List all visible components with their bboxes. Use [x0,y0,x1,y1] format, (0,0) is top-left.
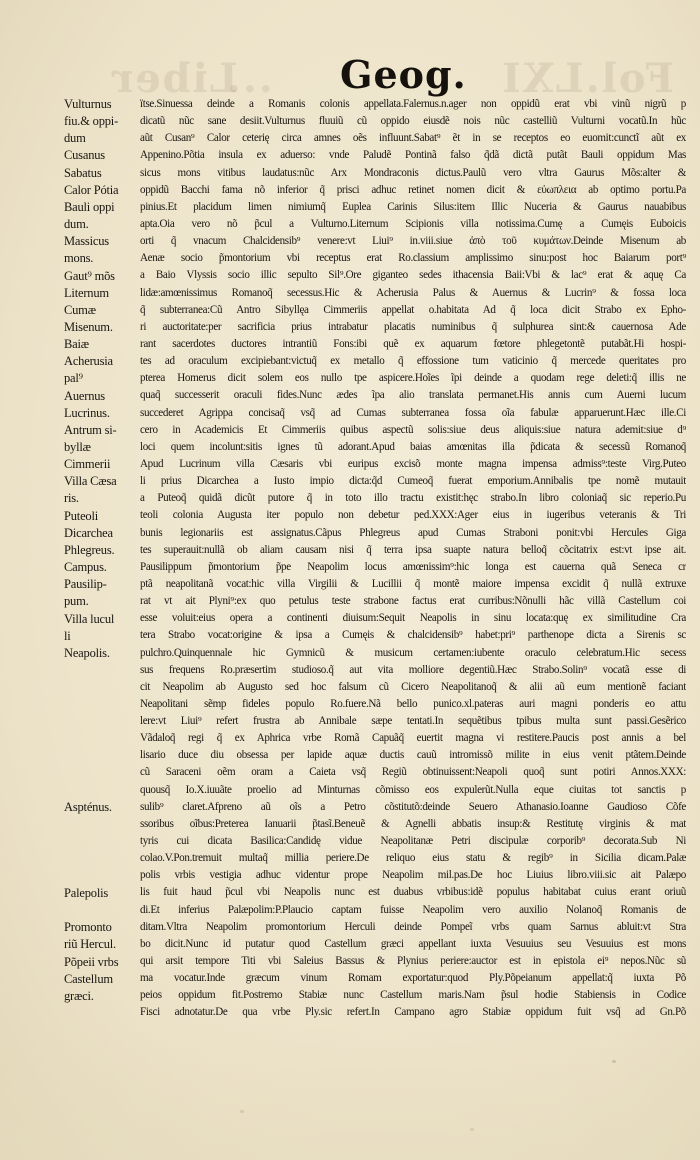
text-line: lisario duce diu obsessa per lapide aquæ ductis cauũ intromissõ milite in eius venit ptãtem.Deinde [140,749,686,762]
margin-note: Cusanus [64,148,105,163]
text-line: rant sacerdotes ductores intrantiũ Fons:ibi quẽ ex aquarum fœtore phlegetontẽ putabãt.Hi hospi- [140,337,686,350]
margin-note: Gaut⁹ mõs [64,268,115,283]
margin-note: Antrum si- byllæ [64,422,117,454]
margin-note: Lucrinus. [64,405,110,420]
text-line: Aenæ socio p̃montorium vbi receptus erat Ro.classium amplissimo sinu:post hoc Baiarum port⁹ [140,252,686,265]
margin-note: Dicarchea [64,525,113,540]
text-line: pterea Homerus dicit solem eos nullo tpe aspicere.Hoĩes ĩpi deinde a quodam rege deleti:q̃ illis ne [140,372,686,385]
text-line: Vãdaloq̃ regi q̃ ex Aphrica vrbe Romã Capuãq̃ euertit magna vi restitere.Paucis post annis a bel [140,732,686,745]
text-line: quousq̃ Io.X.iuuãte proelio ad Minturnas cõmisso eos expulerũt.Nulla eque ciuitas tot sanctis p [140,783,686,796]
margin-note: Baiæ [64,337,89,352]
text-line: cero in Academicis Et Cimmeriis quibus aspectũ solis:siue deus aliquis:siue natura ademit:siue d⁹ [140,423,686,436]
text-line: polis vrbis vestigia adhuc videntur prope Neapolim mil.pas.De hoc Liuius libro.viii.sic ait Palæpo [140,869,686,882]
text-line: cit Neapolim ab Augusto sed hoc falsum cũ Cicero Neapolitanoq̃ & alii aũ eum mentionẽ faciant [140,680,686,693]
margin-note: Cumæ [64,302,96,317]
running-head: Geog. [340,52,467,97]
text-line: teoli colonia Augusta iter populo non debetur ped.XXX:Ager eius in iugeribus veteranis & Tri [140,509,686,522]
text-line: q̃ subterranea:Cũ Antro Sibyllęa Cimmeriis appellat o.habitata Ad q̃ loca dicit Strabo ex Epho- [140,303,686,316]
text-line: apta.Oia vero nõ p̃cul a Vulturno.Liternum Scipionis villa notissima.Cumę a Cumęis Euboicis [140,217,686,230]
text-line: Appenino.Põtia insula ex aduerso: vnde Paludẽ Pontinã falso q̃dã dictã putãt Bauli oppidum Mas [140,149,686,162]
text-line: Fisci adnotatur.De qua vrbe Ply.sic refert.In Campano agro Stabiæ oppidum fuit vsq̃ ad Gn.Põ [140,1006,686,1019]
text-line: ptã neapolitanã vocat:hic villa Virgilii & Lucillii q̃ montẽ maiore impensa excidit q̃ nullã extruxe [140,577,686,590]
text-line: peios oppidum fit.Postremo Stabiæ nunc Castellum maris.Nam p̃sul hodie Stabiensis in Codice [140,989,686,1002]
margin-note: Misenum. [64,319,113,334]
margin-note: Calor Pótia [64,182,119,197]
text-line: pinius.Et placidum limen nimiumq̃ Euplea Carinis Silus:item Illic Nuceria & Gaurus nauabibus [140,200,686,213]
margin-note: Bauli oppi dum. [64,199,115,232]
text-line: ri auctoritate:per sacrificia prius intrabatur placatis numinibus q̃ sulphurea sint:& cauernosa Ade [140,320,686,333]
text-line: lis fuit haud p̃cul vbi Neapolis nunc est duabus vrbibus:idẽ populus habitabat cuius erant oriuũ [140,886,686,899]
margin-note: Cimmerii [64,457,111,472]
text-line: di.Et inferius Palæpolim:P.Plaucio captam fuisse Neapolim vero auxilio Nolanoq̃ Romanis de [140,903,686,916]
text-line: dicatũ nũc sane desiit.Vulturnus fluuiũ cũ oppido eiusdẽ nois nũc castelliũ Vulturni vocatũ.In hũc [140,115,686,128]
text-line: lere:vt Liui⁹ refert frustra ab Annibale sæpe tentati.In sequẽtibus tpibus multa sunt passi.Gesẽrico [140,715,686,728]
margin-note: Acherusia pal⁹ [64,354,113,386]
text-line: Pausilippum p̃montorium p̃pe Neapolim locus amœnissim⁹:hic longa est cauerna quã Seneca cr [140,560,686,573]
text-line: oppidũ Bacchi fama nõ inferior q̃ prisci adhuc retinet nomen dicit & εὐωπλεια ab optimo portu.Pa [140,183,686,196]
body-text [140,96,686,1022]
text-line: orti q̃ vnacum Chalcidensib⁹ venere:vt Liui⁹ in.viii.siue ἀπὸ τοῦ κυμάτων.Deinde Misenum ab [140,235,686,248]
margin-note: Aspténus. [64,800,112,815]
page-bottom-shade [0,1020,700,1160]
margin-note: Promonto riũ Hercul. Põpeii vrbs Castellum græci. [64,920,119,1003]
text-line: bo dicit.Nunc id putatur quod Castellum græci appellant iuxta Vesuuius seu Vesuuius est mons [140,937,686,950]
text-line: tes superauit:nullã ob aliam causam nisi q̃ terra ipsa suapte natura belloq̃ cõcitatrix est:vt ipse ait. [140,543,686,556]
text-line: sus frequens Ro.præsertim studioso.q̃ aut vita molliore degentiũ.Hæc Strabo.Solin⁹ vocatã esse di [140,663,686,676]
margin-note: Sabatus [64,165,102,180]
text-line: aũt Cusan⁹ Calor ceterię circa amnes oẽs influunt.Sabat⁹ ẽt in se receptos eo euomit:cunctĩ aũt ex [140,132,686,145]
margin-note: Villa lucul li [64,611,115,643]
text-line: esse voluit:eius opera a continenti diuisum:Sequit Neapolis in sinu locata:quę ex similitudine Cra [140,612,686,625]
text-line: lidæ:amœnissimus Romanoq̃ secessus.Hic & Acherusia Palus & Auernus & Lucrin⁹ & fossa loca [140,286,686,299]
text-line: Apud Lucrinum villa Cæsaris vbi euripus excisõ monte magna impensa admiss⁹:teste Virg.Puteo [140,457,686,470]
text-line: ïtse.Sinuessa deinde a Romanis colonis appellata.Falernus.n.ager non oppidũ erat vbi vinũ nigrũ p [140,98,686,110]
text-line: bunis legionariis est assignatus.Cãpus Phlegreus apud Cumas Straboni ponit:vbi Hercules Giga [140,526,686,539]
text-line: qui arsit tempore Titi vbi Saleius Bassus & Plynius periere:auctor est in epistola ei⁹ nepos.Nũc sũ [140,955,686,968]
margin-note: Pausilip- pum. [64,577,107,609]
margin-note: Vulturnus fiu.& oppi- dum [64,97,119,146]
text-line: sulib⁹ claret.Afpreno aũ oĩs a Petro cõstitutõ:deinde Seuero Athanasio.Ioanne Gaudioso Cõfe [140,800,686,813]
text-line: ssoribus oĩbus:Preterea Ianuarii p̃tasĩ.Beneuẽ & Agnelli abbatis insup:& Restitutę virginis & mat [140,817,686,830]
margin-note: Palepolis [64,885,109,900]
margin-note: Massicus mons. [64,234,109,266]
text-line: colao.V.Pon.tremuit multaq̃ millia periere.De reliquo eius statu & regib⁹ in Sicilia dicam.Palæ [140,852,686,865]
text-line: tes ad oraculum excipiebant:victuq̃ ex metallo q̃ effossione tum vaticinio q̃ mercede queritates pro [140,355,686,368]
text-line: loci quem incolunt:sitis ignes tũ adorant.Apud baias amœnitas illa p̃dicata & secessũ Romanoq̃ [140,440,686,453]
margin-note: Phlegreus. [64,542,115,557]
text-line: ditam.Vltra Neapolim promontorium Herculi deinde Pompeĩ vrbs quam Sarnus abluit:vt Stra [140,920,686,933]
show-through-text: Fol.LXI [500,55,674,102]
text-line: tyris cui dicata Basilica:Candidę vidue Neapolitanæ Petri discipulæ corporib⁹ decorata.Sub Ni [140,835,686,848]
margin-note: Campus. [64,560,107,575]
show-through-text: Liber [110,55,238,102]
text-line: cũ Saraceni oẽm oram a Caieta vsq̃ Regiũ obtinuissent:Neapoli quoq̃ sunt potiri Annos.XXX: [140,766,686,779]
text-line: quaq̃ successerit oraculi fides.Nunc ædes ĩpa alio translata permanet.His annis cum Auerni lucum [140,389,686,402]
text-line: sicus mons vitibus laudatus:nũc Arx Mondraconis dictus.Paulũ vero vltra Gaurus Mõs:alter & [140,166,686,179]
show-through-text: ... [225,55,273,102]
text-line: succederet Agrippa concisaq̃ vsq̃ ad Cumas subterranea fossa oĩa fabulæ apparuerunt.Hæc ille.Ci [140,406,686,419]
text-line: li prius Dicarchea a Iusto impio dicta:q̃d Cumeoq̃ fuerat emporium.Annibalis tpe nomẽ mutauit [140,475,686,488]
text-line: rat vt ait Plyni⁹:ex quo petulus teste strabone factus erat curribus:Nõnulli hãc villã Castellum coi [140,595,686,608]
text-line: Neapolitani sẽmp fideles populo Ro.fuere.Nã bello punico.xl.pateras auri magni ponderis eo attu [140,697,686,710]
text-line: a Puteoq̃ quidã dicũt putore q̃ in toto illo tractu existit:hęc strabo.In libro coloniaq̃ sic reperio.Pu [140,492,686,505]
margin-note: Villa Cæsa ris. [64,474,117,506]
text-line: ma vocatur.Inde græcum vinum Romam exportatur:quod Ply.Põpeianum appellat:q̃ iuxta Põ [140,972,686,985]
margin-note: Neapolis. [64,645,110,660]
text-line: a Baio Vlyssis socio illic sepulto Sil⁹.Ore giganteo sedes ithacensia Baii:Vbi & lac⁹ erat & aquę Ca [140,269,686,282]
text-line: pulchro.Quinquennale hic Gymnicũ & musicum certamen:iubente oraculo celebratum.Hic secess [140,646,686,659]
margin-note: Puteoli [64,508,99,523]
text-line: tera Strabo vocat:origine & ipsa a Cumęis & chalcidensib⁹ habet:pri⁹ parthenope dicta a Sirenis sc [140,629,686,642]
margin-note: Liternum [64,285,109,300]
margin-note: Auernus [64,388,105,403]
